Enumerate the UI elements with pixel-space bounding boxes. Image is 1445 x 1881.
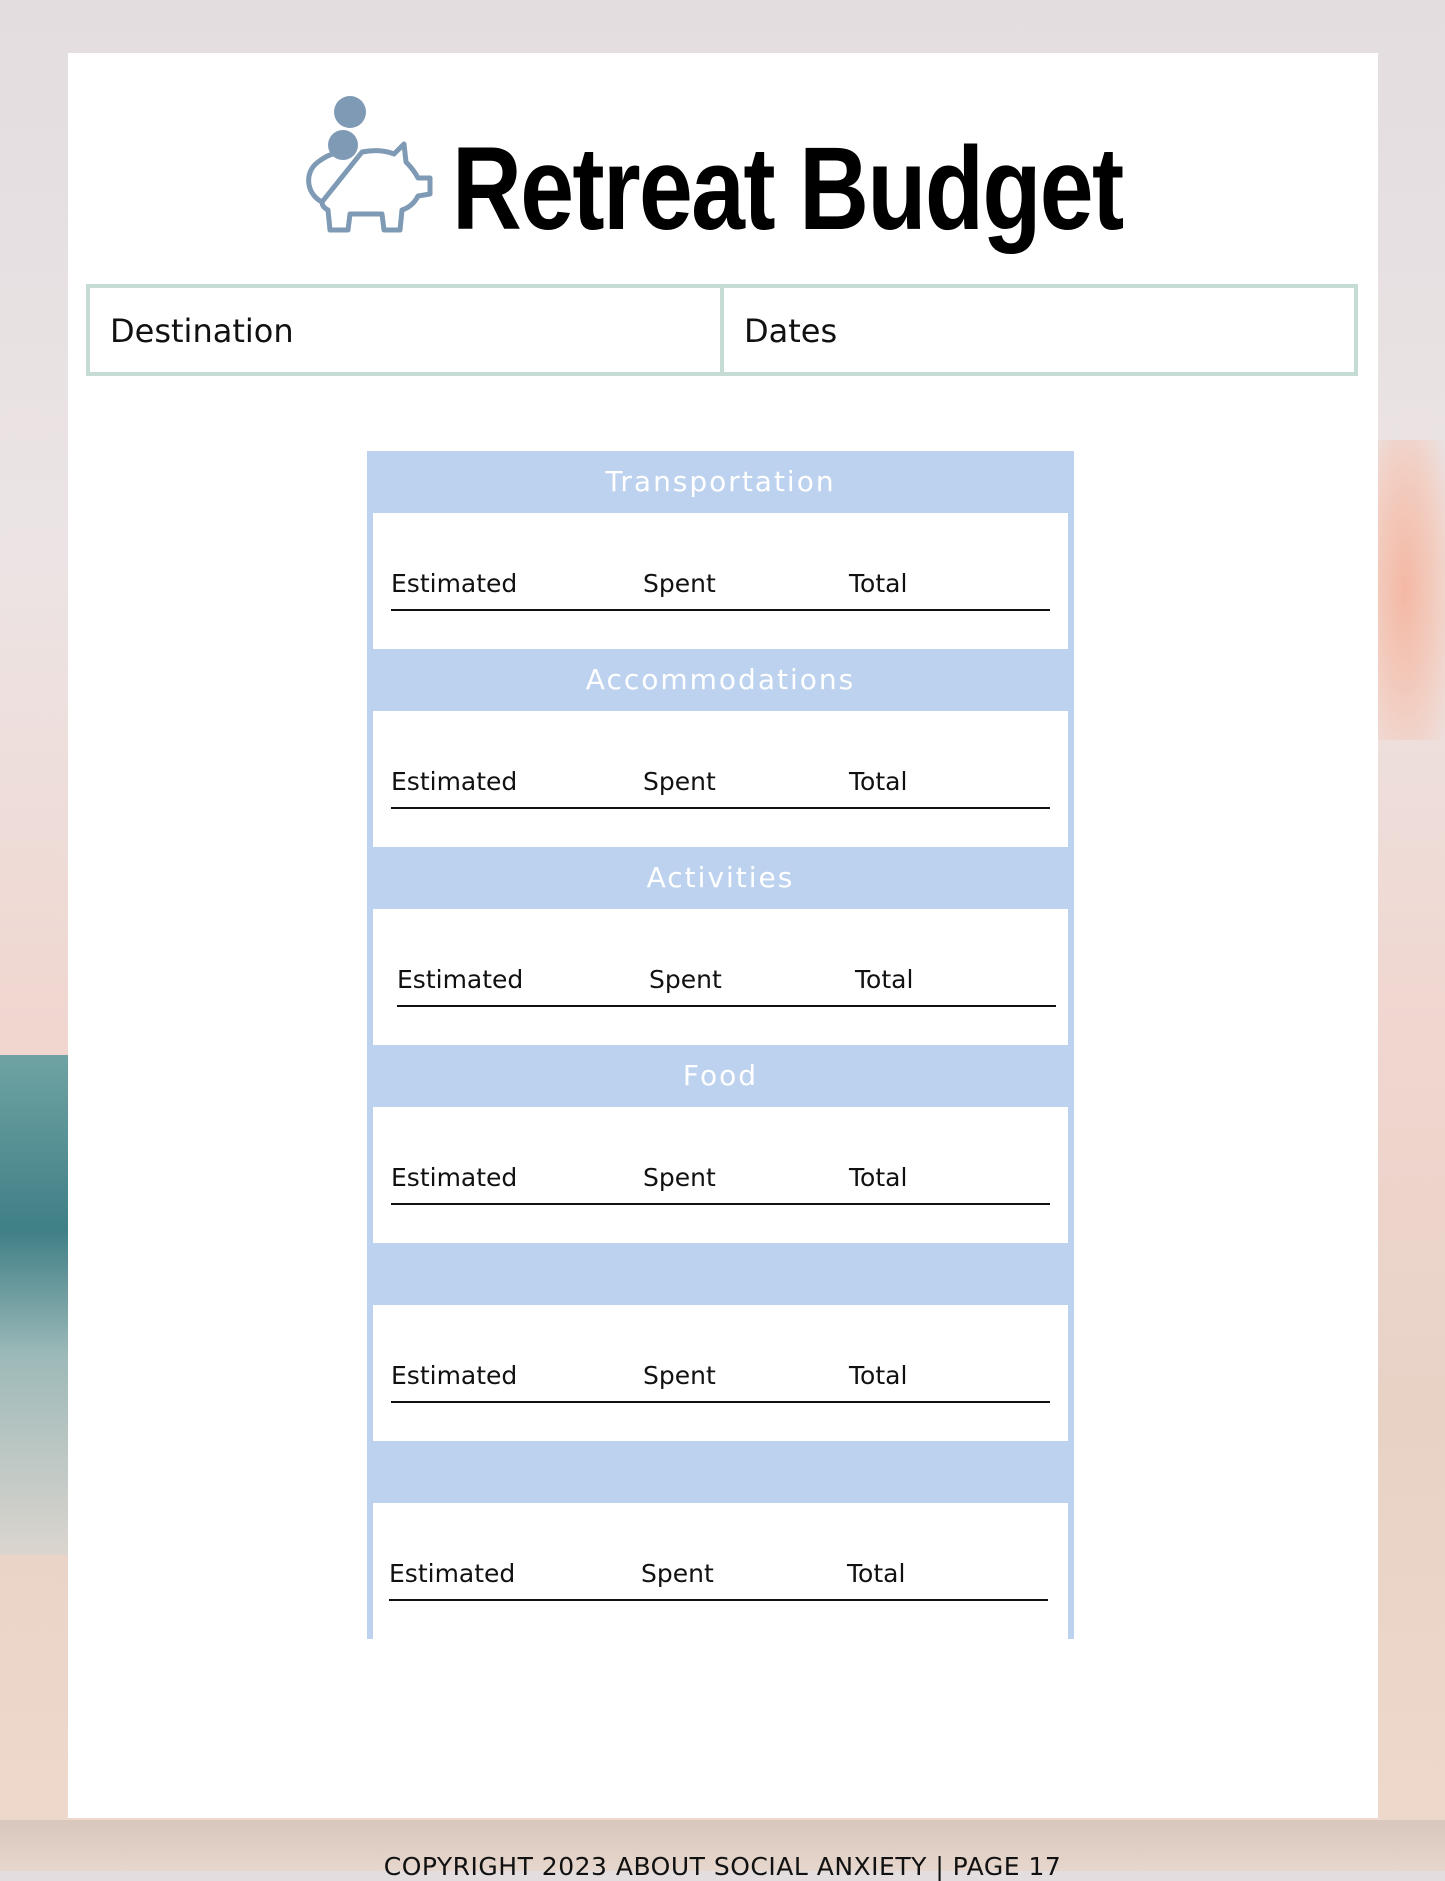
section-body [373,513,1068,649]
section-body [373,711,1068,847]
section-transportation [367,451,1074,649]
total-label: Total [849,1361,908,1390]
dates-label: Dates [744,312,838,350]
spent-label: Spent [649,965,722,994]
budget-line[interactable] [389,1559,1048,1601]
page-header [300,90,1123,280]
section-title: Activities [646,861,795,894]
section-body [373,909,1068,1045]
page-footer: COPYRIGHT 2023 ABOUT SOCIAL ANXIETY | PAGE 17 [383,1852,1062,1881]
estimated-label: Estimated [391,767,518,796]
destination-field[interactable] [90,288,720,372]
section-body [373,1107,1068,1243]
spent-label: Spent [643,569,716,598]
estimated-label: Estimated [391,569,518,598]
spent-label: Spent [643,767,716,796]
budget-line[interactable] [397,965,1056,1007]
total-label: Total [849,1163,908,1192]
dates-field[interactable] [720,288,1354,372]
total-label: Total [849,569,908,598]
destination-label: Destination [110,312,294,350]
section-title: Food [682,1059,759,1092]
section-blank-1 [367,1243,1074,1441]
budget-line[interactable] [391,569,1050,611]
spent-label: Spent [643,1163,716,1192]
spent-label: Spent [641,1559,714,1588]
budget-line[interactable] [391,1163,1050,1205]
piggy-bank-icon [300,90,435,240]
budget-table [367,451,1074,1639]
section-title: Transportation [605,465,836,498]
section-activities [367,847,1074,1045]
section-title[interactable] [367,1441,1074,1503]
estimated-label: Estimated [389,1559,516,1588]
total-label: Total [847,1559,906,1588]
estimated-label: Estimated [397,965,524,994]
section-title[interactable] [367,1243,1074,1305]
total-label: Total [855,965,914,994]
estimated-label: Estimated [391,1361,518,1390]
budget-line[interactable] [391,1361,1050,1403]
section-body [373,1503,1068,1639]
spent-label: Spent [643,1361,716,1390]
estimated-label: Estimated [391,1163,518,1192]
section-food [367,1045,1074,1243]
section-accommodations [367,649,1074,847]
budget-line[interactable] [391,767,1050,809]
background-sea [0,1055,70,1555]
section-body [373,1305,1068,1441]
section-title: Accommodations [585,663,856,696]
page-title: Retreat Budget [452,123,1123,255]
total-label: Total [849,767,908,796]
trip-info-box [86,284,1358,376]
section-blank-2 [367,1441,1074,1639]
